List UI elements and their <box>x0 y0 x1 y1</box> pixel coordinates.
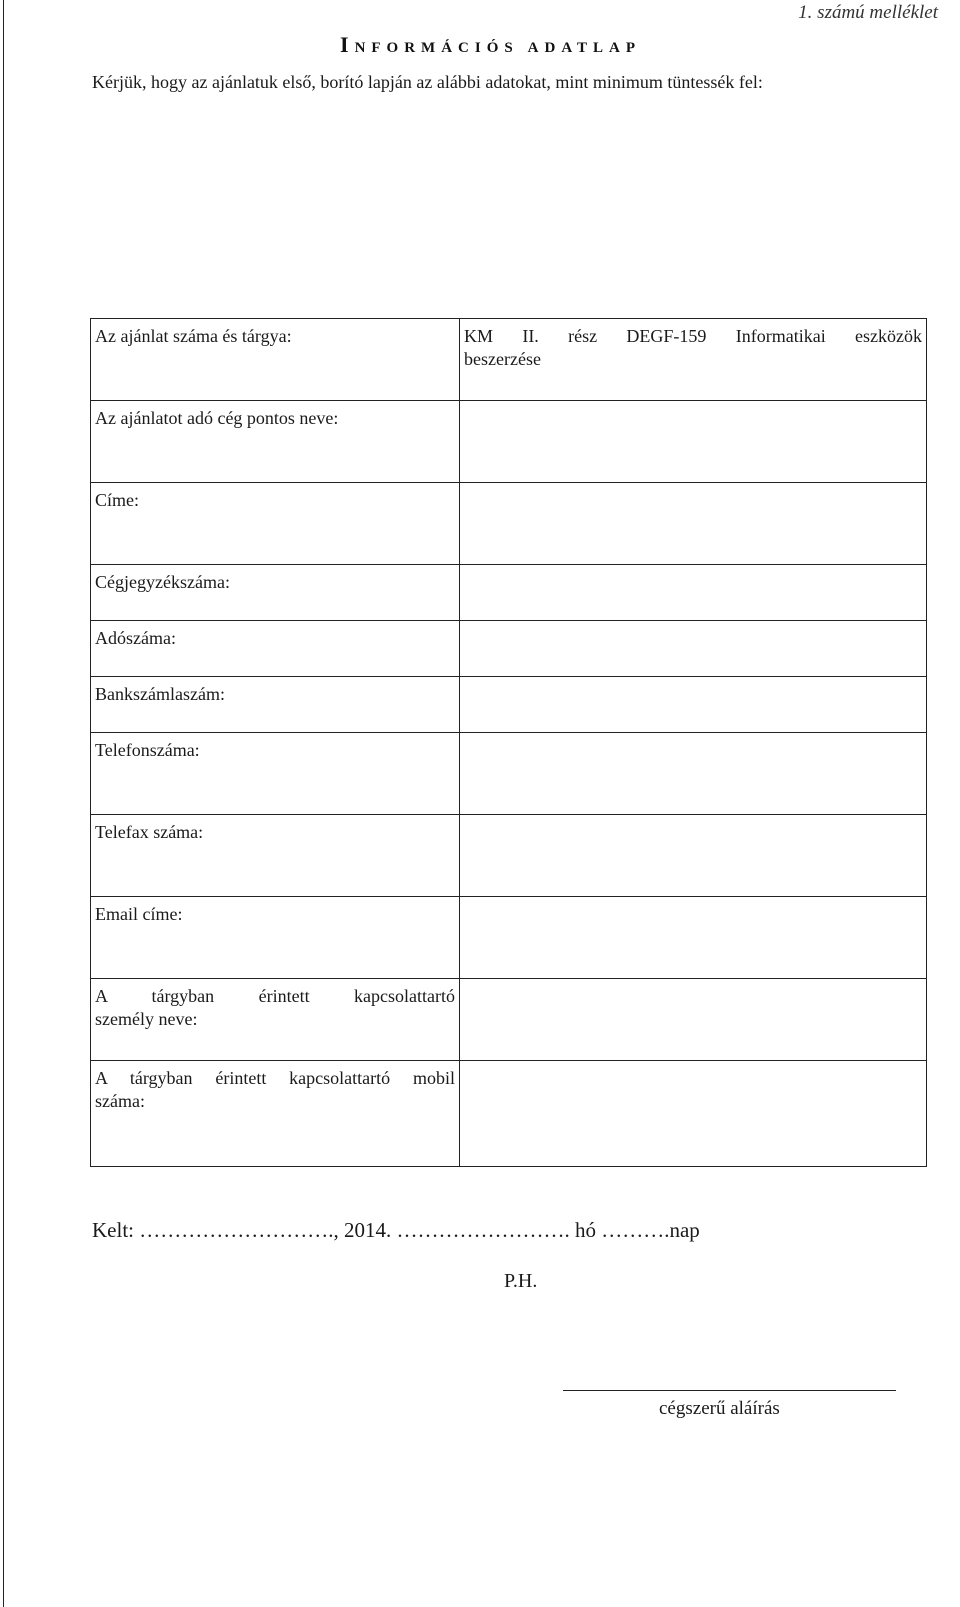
signature-label: cégszerű aláírás <box>659 1398 780 1419</box>
info-table <box>90 318 927 1167</box>
signature-line <box>563 1390 896 1391</box>
label-line: száma: <box>95 1091 145 1111</box>
page-left-border <box>3 0 4 1607</box>
value-text: KM II. rész DEGF-159 Informatikai eszközök <box>464 326 922 346</box>
table-row <box>91 733 927 815</box>
row-value[interactable] <box>460 677 927 733</box>
row-value[interactable] <box>460 733 927 815</box>
table-row <box>91 483 927 565</box>
table-row <box>91 319 927 401</box>
table-row <box>91 565 927 621</box>
intro-text: Kérjük, hogy az ajánlatuk első, borító lapján az alábbi adatokat, mint minimum tüntessék fel: <box>92 72 763 92</box>
row-value[interactable] <box>460 815 927 897</box>
label-line: A tárgyban érintett kapcsolattartó mobil <box>95 1068 455 1088</box>
row-value[interactable] <box>460 319 927 401</box>
table-row <box>91 979 927 1061</box>
row-label: Telefonszáma: <box>91 733 460 815</box>
row-label: Cégjegyzékszáma: <box>91 565 460 621</box>
label-line: A tárgyban érintett kapcsolattartó <box>95 986 455 1006</box>
row-label: Bankszámlaszám: <box>91 677 460 733</box>
row-value[interactable] <box>460 401 927 483</box>
stamp-placeholder: P.H. <box>504 1270 538 1292</box>
row-label: Címe: <box>91 483 460 565</box>
row-label <box>91 1061 460 1167</box>
table-row <box>91 897 927 979</box>
row-label: Az ajánlat száma és tárgya: <box>91 319 460 401</box>
table-row <box>91 1061 927 1167</box>
label-line: személy neve: <box>95 1009 198 1029</box>
row-value[interactable] <box>460 979 927 1061</box>
table-row <box>91 815 927 897</box>
row-label: Email címe: <box>91 897 460 979</box>
value-line <box>464 325 922 348</box>
annex-label: 1. számú melléklet <box>798 2 938 23</box>
value-line: beszerzése <box>464 349 541 369</box>
row-label <box>91 979 460 1061</box>
title-rest: NFORMÁCIÓS ADATLAP <box>354 40 642 56</box>
row-label: Telefax száma: <box>91 815 460 897</box>
row-label: Az ajánlatot adó cég pontos neve: <box>91 401 460 483</box>
table-row <box>91 401 927 483</box>
row-value[interactable] <box>460 565 927 621</box>
table-row <box>91 677 927 733</box>
date-line: Kelt: ………………………., 2014. ……………………. hó ……….nap <box>92 1218 700 1242</box>
row-value[interactable] <box>460 897 927 979</box>
row-label: Adószáma: <box>91 621 460 677</box>
row-value[interactable] <box>460 621 927 677</box>
title-initial: I <box>340 32 355 57</box>
row-value[interactable] <box>460 1061 927 1167</box>
row-value[interactable] <box>460 483 927 565</box>
page-title <box>340 32 641 58</box>
table-row <box>91 621 927 677</box>
